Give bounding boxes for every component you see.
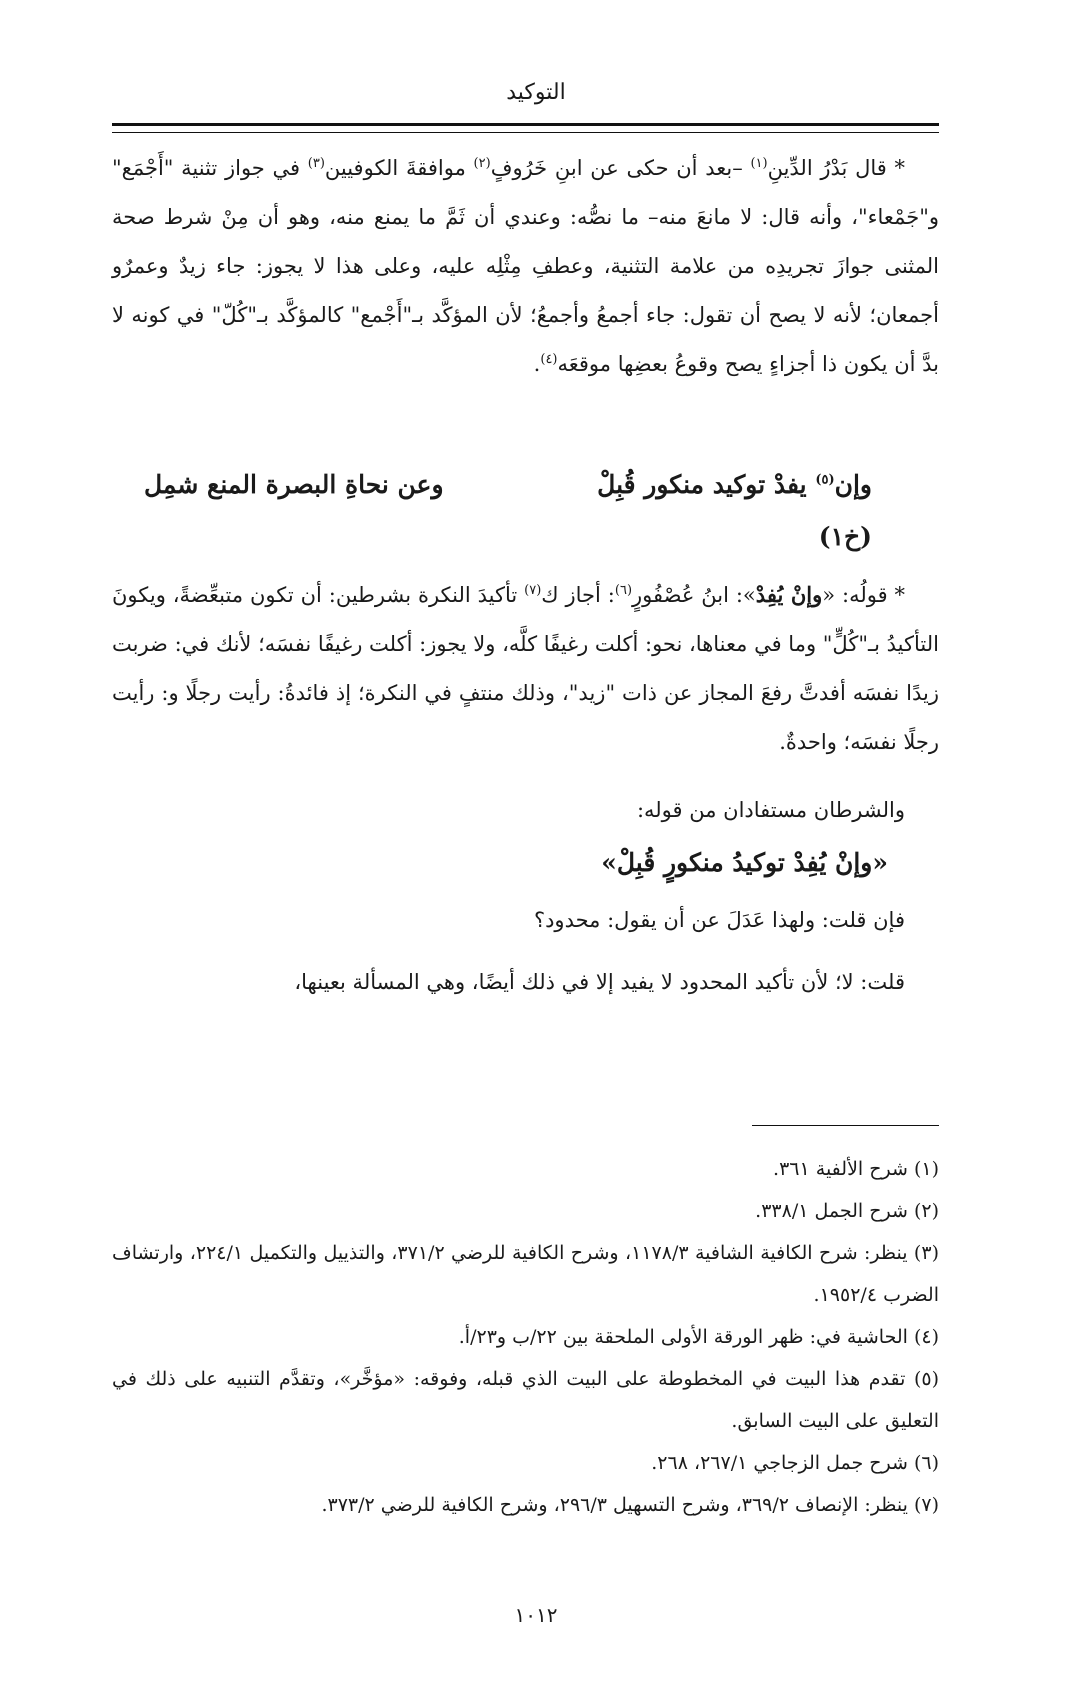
paragraph-2-intro: * قولُه: « [822,583,906,607]
paragraph-3 [112,786,939,835]
footnote-7: (٧) ينظر: الإنصاف ٣٦٩/٢، وشرح التسهيل ٢٩٦/٣، وشرح الكافية للرضي ٣٧٣/٢. [321,1494,939,1516]
footnote-ref-2[interactable]: (٢) [473,156,491,171]
footnote-3: (٣) ينظر: شرح الكافية الشافية ١١٧٨/٣، وشرح الكافية للرضي ٣٧١/٢، والتذييل والتكميل ٢٢٤/١، وارتشاف الضرب ١٩٥٢/٤. [112,1242,939,1306]
header-rule-thin [112,132,939,133]
paragraph-1 [112,144,939,389]
footnotes [112,1148,939,1526]
paragraph-1-end: . [533,352,541,376]
verse-right-start: وإن [834,470,872,499]
footnote-separator [752,1125,939,1126]
paragraph-1-part3: موافقةَ الكوفيين [324,156,474,180]
header-rule-thick [112,123,939,126]
paragraph-4-text: فإن قلت: ولهذا عَدَلَ عن أن يقول: محدود؟ [533,908,905,932]
manuscript-reference: (خ١) [818,522,872,551]
paragraph-1-part4: في جواز تثنية "أَجْمَع" و"جَمْعاء"، وأنه قال: لا مانعَ منه– ما نصُّه: وعندي أن ثَمَّ ما يمنع منه، وهو أن مِنْ شرط صحة المثنى جوازَ تجريدِه من علامة التثنية، وعطفِ مِثْلِه عليه، وعلى هذا لا يجوز: جاء زيدٌ وعمرٌو أجمعان؛ لأنه لا يصح أن تقول: جاء أجمعُ وأجمعُ؛ لأن المؤكَّد بـ"أَجْمع" كالمؤكَّد بـ"كُلّ" في كونه لا بدَّ أن يكون ذا أجزاءٍ يصح وقوعُ بعضِها موقعَه [112,156,939,376]
footnote-5: (٥) تقدم هذا البيت في المخطوطة على البيت الذي قبله، وفوقه: «مؤخَّر»، وتقدَّم التنبيه على ذلك في التعليق على البيت السابق. [112,1368,939,1432]
footnote-ref-3[interactable]: (٣) [307,156,325,171]
footnote-ref-5[interactable]: (٥) [815,472,835,488]
footnote-4: (٤) الحاشية في: ظهر الورقة الأولى الملحقة بين ٢٢/ب و٢٣/أ. [458,1326,939,1348]
running-header-title: التوكيد [506,80,566,105]
footnote-ref-1[interactable]: (١) [750,156,768,171]
paragraph-4 [112,896,939,945]
paragraph-1-intro: * قال بَدْرُ الدِّينِ [767,156,905,180]
paragraph-2-part2: : أجاز ك [541,583,615,607]
paragraph-2-after-keyword: »: ابنُ عُصْفُورٍ [632,583,756,607]
paragraph-3-text: والشرطان مستفادان من قوله: [636,798,905,822]
footnote-6: (٦) شرح جمل الزجاجي ٢٦٧/١، ٢٦٨. [651,1452,939,1474]
footnote-ref-6[interactable]: (٦) [614,583,633,598]
paragraph-5-text: قلت: لا؛ لأن تأكيد المحدود لا يفيد إلا في ذلك أيضًا، وهي المسألة بعينها، [294,970,905,994]
footnote-1: (١) شرح الألفية ٣٦١. [773,1158,939,1180]
verse-right-hemistich [597,470,872,499]
paragraph-2-rest: تأكيدَ النكرة بشرطين: أن تكون متبعِّضةً، ويكونَ التأكيدُ بـ"كُلٍّ" وما في معناها، نحو: أكلت رغيفًا كلَّه، ولا يجوز: أكلت رغيفًا نفسَه؛ لأنك في: ضربت زيدًا نفسَه أفدتَّ رفعَ المجاز عن ذات "زيد"، وذلك منتفٍ في النكرة؛ إذ فائدةُ: رأيت رجلًا و: رأيت رجلًا نفسَه؛ واحدةٌ. [112,583,939,754]
paragraph-1-text [112,144,939,389]
footnote-ref-7[interactable]: (٧) [524,583,542,598]
paragraph-2-text [112,570,939,767]
paragraph-2 [112,570,939,767]
verse-left-hemistich: وعن نحاةِ البصرة المنع شمِل [144,470,444,499]
paragraph-5 [112,958,939,1007]
paragraph-2-keyword: وإنْ يُفِدْ [755,582,823,607]
verse-right-rest: يفدْ توكيد منكور قُبِلْ [597,470,816,499]
paragraph-1-part2: –بعد أن حكى عن ابنِ خَرُوفٍ [490,156,751,180]
quoted-verse: «وإنْ يُفِدْ توكيدُ منكورٍ قُبِلْ» [601,848,888,877]
footnote-2: (٢) شرح الجمل ٣٣٨/١. [755,1200,939,1222]
footnote-ref-4[interactable]: (٤) [540,352,558,367]
page-number: ١٠١٢ [514,1603,558,1627]
